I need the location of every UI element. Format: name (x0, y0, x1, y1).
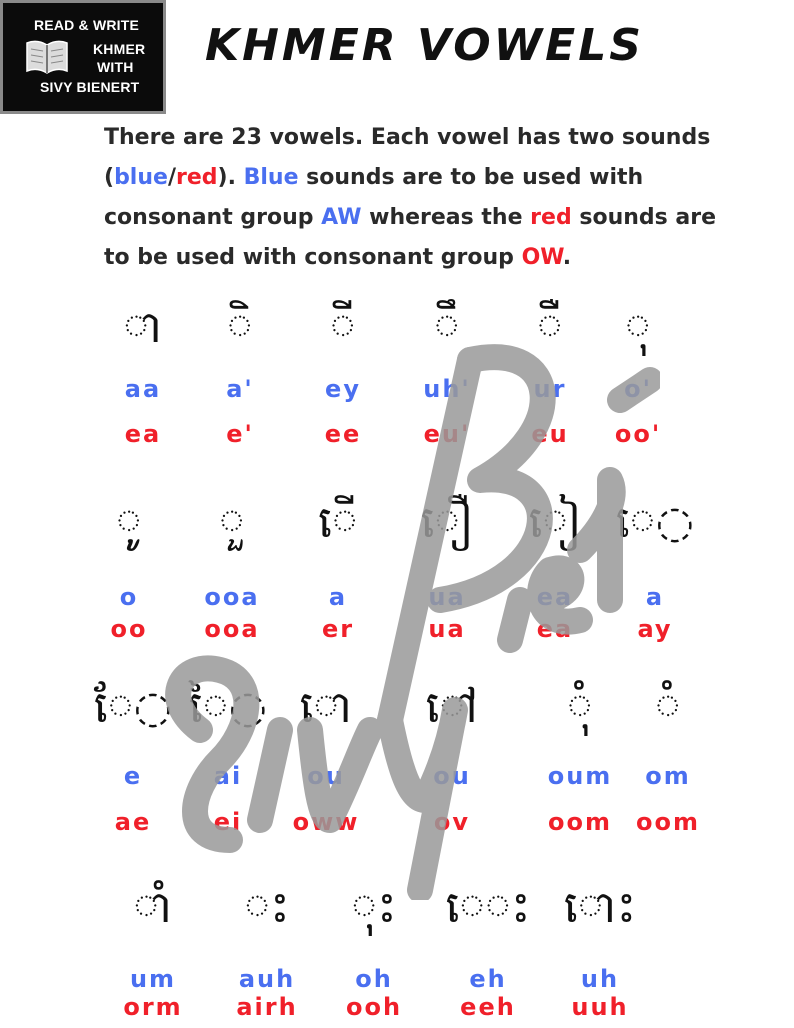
vowel-glyph: ◌ោ (299, 682, 353, 733)
vowel-glyph: ◌ុះ (351, 882, 397, 933)
vowel-glyph: ◌ួ (219, 497, 245, 548)
vowel-glyph: េ◌ះ (445, 882, 531, 933)
vowel-glyph: ◌ា (123, 302, 163, 353)
vowel-red-sound: ae (114, 808, 152, 836)
vowel-blue-sound: oum (547, 762, 613, 790)
intro-red-word: red (175, 165, 218, 190)
intro-aw-group: AW (321, 205, 362, 230)
vowel-blue-sound: e (123, 762, 143, 790)
vowel-red-sound: ov (433, 808, 471, 836)
vowel-red-sound: eu (531, 420, 569, 448)
vowel-red-sound: ei (213, 808, 243, 836)
vowel-red-sound: oom (548, 808, 612, 836)
intro-red-mid: red (530, 205, 572, 230)
vowel-blue-sound: o' (624, 375, 652, 403)
vowel-glyph: ៃ◌ (188, 682, 268, 733)
vowel-blue-sound: ey (325, 375, 361, 403)
vowel-glyph: ◌ឹ (434, 302, 460, 353)
vowel-red-sound: er (321, 615, 355, 643)
vowel-glyph: ◌ឿ (420, 497, 474, 548)
vowel-blue-sound: ai (213, 762, 243, 790)
vowel-red-sound: orm (123, 993, 183, 1021)
vowel-blue-sound: eh (469, 965, 507, 993)
vowel-red-sound: oo' (614, 420, 662, 448)
book-icon (25, 37, 69, 77)
logo-line-4: SIVY BIENERT (40, 79, 140, 95)
vowel-glyph: ◌ះ (244, 882, 290, 933)
intro-text: . (562, 245, 572, 270)
vowel-glyph: ◌ៅ (425, 682, 479, 733)
vowel-blue-sound: um (129, 965, 177, 993)
vowel-glyph: ◌ី (330, 302, 356, 353)
vowel-blue-sound: ea (536, 583, 574, 611)
vowel-red-sound: ea (124, 420, 162, 448)
vowel-red-sound: ooa (204, 615, 260, 643)
vowel-blue-sound: aa (124, 375, 162, 403)
vowel-blue-sound: a (328, 583, 348, 611)
vowel-red-sound: ee (324, 420, 362, 448)
vowel-red-sound: ea (536, 615, 574, 643)
vowel-red-sound: airh (236, 993, 298, 1021)
vowel-blue-sound: ua (428, 583, 466, 611)
intro-text: sounds are to be used with consonant group (104, 165, 644, 230)
logo-badge (0, 0, 166, 114)
intro-text: There are 23 vowels. Each vowel has two sounds ( (104, 125, 711, 190)
vowel-blue-sound: a' (226, 375, 254, 403)
vowel-glyph: ◌ៀ (528, 497, 582, 548)
vowel-red-sound: oom (636, 808, 700, 836)
vowel-red-sound: eu' (423, 420, 471, 448)
vowel-blue-sound: ur (533, 375, 567, 403)
vowel-red-sound: e' (226, 420, 254, 448)
intro-ow-group: OW (521, 245, 563, 270)
logo-line-3: WITH (97, 59, 134, 75)
vowel-blue-sound: ou (307, 762, 345, 790)
intro-text: whereas the (361, 205, 531, 230)
intro-text: sounds are to be used with consonant group (104, 205, 717, 270)
vowel-glyph: ◌ុ (625, 302, 651, 353)
page-title: KHMER VOWELS (205, 20, 644, 71)
intro-paragraph (104, 118, 744, 278)
vowel-red-sound: ooh (345, 993, 403, 1021)
vowel-blue-sound: o (119, 583, 139, 611)
vowel-glyph: ែ◌ (93, 682, 173, 733)
vowel-glyph: ◌ំ (655, 682, 681, 733)
vowel-glyph: ◌ុំ (567, 682, 593, 733)
vowel-glyph: ◌ាំ (133, 882, 173, 933)
vowel-red-sound: oo (110, 615, 148, 643)
vowel-blue-sound: oh (355, 965, 393, 993)
vowel-red-sound: eeh (460, 993, 516, 1021)
vowel-blue-sound: uh' (423, 375, 471, 403)
vowel-red-sound: ay (637, 615, 673, 643)
vowel-blue-sound: om (645, 762, 691, 790)
logo-line-1: READ & WRITE (34, 17, 140, 33)
vowel-glyph: ◌ឺ (537, 302, 563, 353)
vowel-blue-sound: ooa (204, 583, 260, 611)
intro-slash: / (167, 165, 176, 190)
vowel-glyph: ◌ិ (227, 302, 253, 353)
intro-blue-word: blue (114, 165, 168, 190)
vowel-red-sound: uuh (571, 993, 629, 1021)
vowel-red-sound: oww (292, 808, 360, 836)
vowel-glyph: េ◌ (615, 497, 695, 548)
intro-blue-cap: Blue (243, 165, 299, 190)
intro-text: ). (217, 165, 244, 190)
vowel-red-sound: ua (428, 615, 466, 643)
vowel-glyph: ◌ើ (318, 497, 358, 548)
logo-line-2: KHMER (93, 41, 146, 57)
vowel-glyph: ◌ូ (116, 497, 142, 548)
vowel-glyph: ◌ោះ (563, 882, 637, 933)
vowel-blue-sound: a (645, 583, 665, 611)
vowel-blue-sound: uh (580, 965, 620, 993)
vowel-blue-sound: ou (433, 762, 471, 790)
vowel-blue-sound: auh (238, 965, 296, 993)
